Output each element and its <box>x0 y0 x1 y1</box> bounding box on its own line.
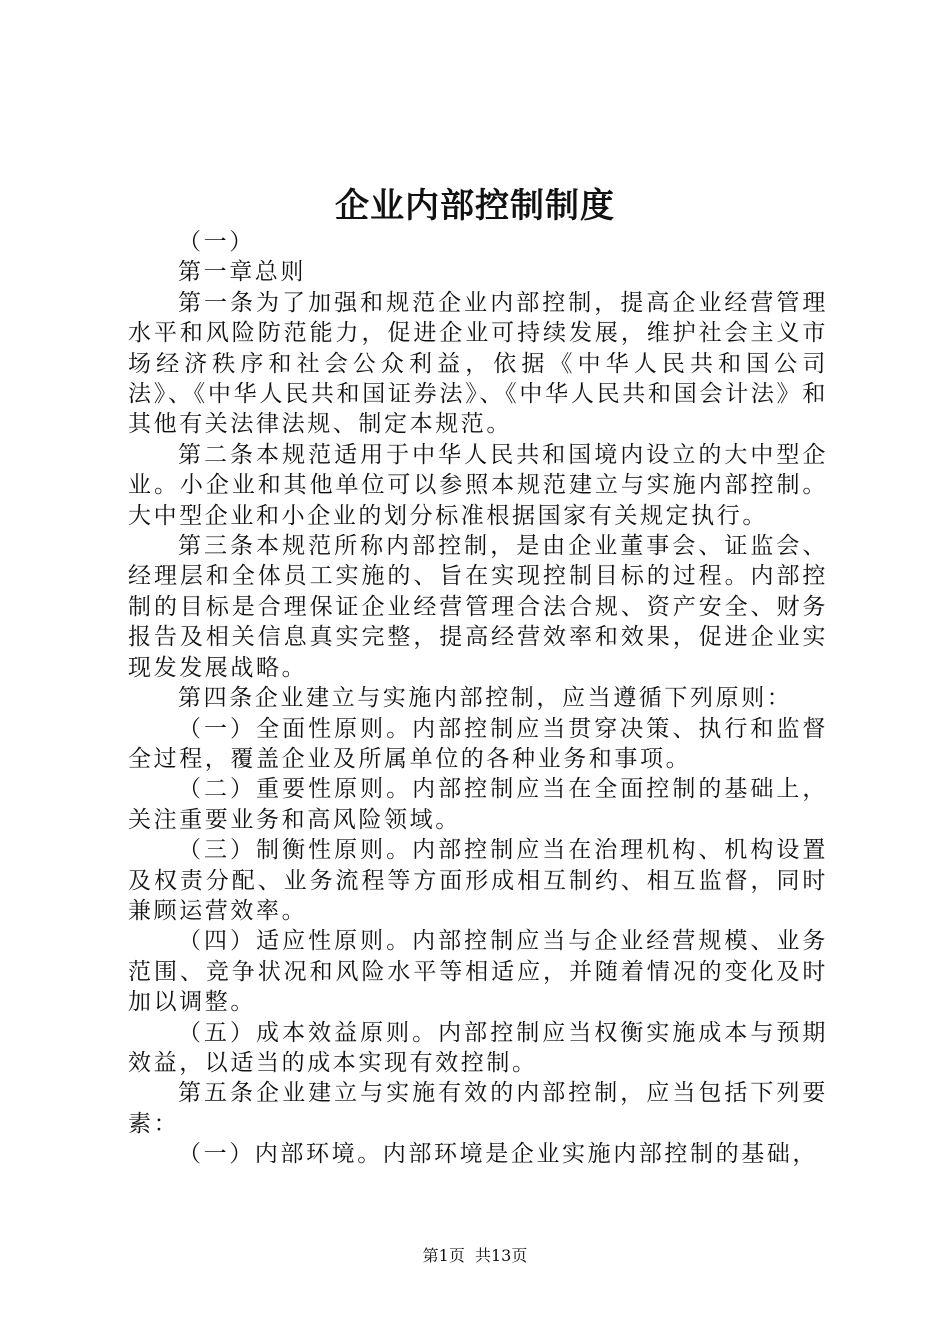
principle-3: （三）制衡性原则。内部控制应当在治理机构、机构设置及权责分配、业务流程等方面形成相互制约、相互监督，同时兼顾运营效率。 <box>128 837 828 924</box>
principle-5: （五）成本效益原则。内部控制应当权衡实施成本与预期效益，以适当的成本实现有效控制。 <box>128 1019 828 1076</box>
element-1: （一）内部环境。内部环境是企业实施内部控制的基础， <box>178 1141 818 1168</box>
page-footer <box>0 1245 950 1267</box>
principle-4: （四）适应性原则。内部控制应当与企业经营规模、业务范围、竞争状况和风险水平等相适应，并随着情况的变化及时加以调整。 <box>128 928 828 1016</box>
chapter-heading: 第一章总则 <box>178 259 306 286</box>
article-5: 第五条企业建立与实施有效的内部控制，应当包括下列要素： <box>128 1080 828 1137</box>
page-number-label: 第1页 共13页 <box>422 1246 528 1265</box>
document-body <box>128 227 828 1170</box>
article-2: 第二条本规范适用于中华人民共和国境内设立的大中型企业。小企业和其他单位可以参照本规范建立与实施内部控制。大中型企业和小企业的划分标准根据国家有关规定执行。 <box>128 441 828 529</box>
article-1: 第一条为了加强和规范企业内部控制，提高企业经营管理水平和风险防范能力，促进企业可持续发展，维护社会主义市场经济秩序和社会公众利益，依据《中华人民共和国公司法》、《中华人民共和国证券法》、《中华人民共和国会计法》和其他有关法律法规、制定本规范。 <box>128 289 828 438</box>
principle-2: （二）重要性原则。内部控制应当在全面控制的基础上，关注重要业务和高风险领域。 <box>128 776 828 833</box>
document-title: 企业内部控制制度 <box>335 186 615 226</box>
article-4: 第四条企业建立与实施内部控制，应当遵循下列原则： <box>178 685 793 712</box>
principle-1: （一）全面性原则。内部控制应当贯穿决策、执行和监督全过程，覆盖企业及所属单位的各种业务和事项。 <box>128 715 828 772</box>
section-number: （一） <box>178 229 255 255</box>
article-3: 第三条本规范所称内部控制，是由企业董事会、证监会、经理层和全体员工实施的、旨在实现控制目标的过程。内部控制的目标是合理保证企业经营管理合法合规、资产安全、财务报告及相关信息真实完整，提高经营效率和效果，促进企业实现发发展战略。 <box>128 533 828 681</box>
